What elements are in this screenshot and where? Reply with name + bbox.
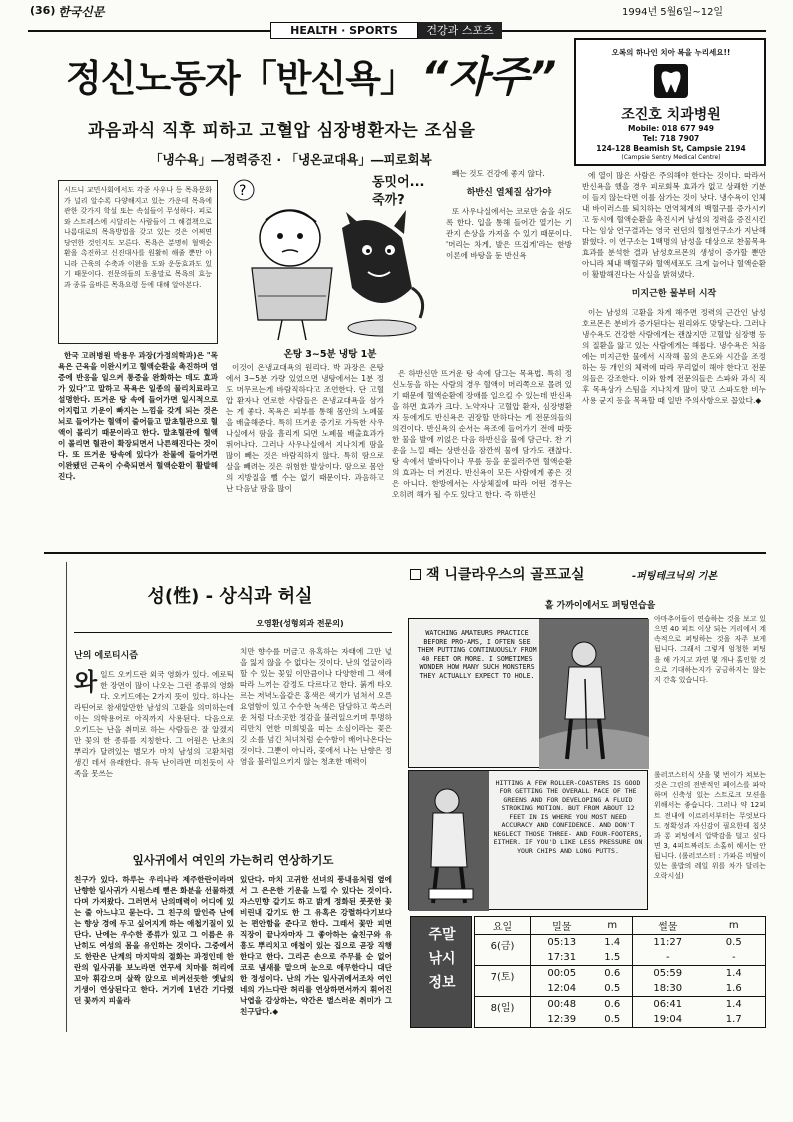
section-divider — [44, 552, 766, 554]
tooth-logo-icon — [654, 64, 688, 98]
main-col3-top-text: 빼는 것도 건강에 좋지 않다. — [452, 169, 545, 178]
tide-low-time: - — [665, 952, 670, 963]
tide-low-time: 06:41 — [653, 999, 683, 1010]
golf-illustration-2-caption: HITTING A FEW ROLLER-COASTERS IS GOOD FOR GETTING THE OVERALL PACE OF THE GREENS AND FOR DEVELOPING A FLUID STROKING MOTION. BUT FROM ABOUT 12 FEET IN IS WHERE YOU MOST NEED ACCURACY AND CONFIDENCE. AND DON'T NEGLECT THOSE THREE- AND FOUR-FOOTERS, EITHER. IF YOU'D LIKE LESS PRESSURE ON YOUR CHIPS AND LONG PUTTS. — [493, 779, 643, 855]
tide-label: 주말 낚시 정보 — [428, 927, 456, 991]
tide-header-high: 밀물 — [552, 922, 572, 933]
main-col4-subhead: 미지근한 물부터 시작 — [631, 289, 717, 299]
tide-low-time: 18:30 — [653, 983, 683, 994]
svg-text:?: ? — [239, 183, 247, 199]
tide-row — [475, 966, 766, 982]
sex-col2-second-text: 있단다. 마치 고귀한 선녀의 풍내음처럼 옆에서 그 은은한 기운을 느낄 수 있다는 것이다. 자스민향 같기도 하고 밝게 정화된 풋풋한 꽃비린내 같기도 한 그 유혹은 강렬하다기보다는 편안함을 준다고 한다. 그래서 꽃만 피면 직장이 끝나자마자 그 좋아하는 술친구와 유흥도 뿌리치고 애첩이 있는 집으로 곧장 직행한다고 한다. 그리곤 손으로 주무를 순 없어 코로 냄새를 맡으며 눈으로 애무한다니 대단한 정성이다. 난의 가는 일사귀에서조차 여인네의 가느다란 허리를 연상하면서까지 휘어진 낙엽을 감상하는, 약간은 별스러운 취미가 그 친구답다.◆ — [240, 875, 392, 1016]
paper-name: 한국신문 — [58, 5, 105, 19]
golf-text-top-body: 아마추어들이 연습하는 것을 보고 있으면 40 피트 이상 되는 거리에서 계속적으로 퍼팅하는 것을 자주 보게 됩니다. 그래서 그렇게 엄청한 퍼팅을 해 가지고 과연 몇 개나 홀인할 것으로 기대하는지가 궁금하지는 않는지 간혹 있습니다. — [654, 615, 766, 684]
main-column-2 — [226, 362, 384, 546]
section-label-en: HEALTH · SPORTS — [270, 22, 418, 39]
sex-article-title: 성(性) - 상식과 허실 — [147, 586, 313, 607]
sex-title-rule — [74, 632, 392, 633]
ad-mobile: Mobile: 018 677 949 — [627, 124, 714, 133]
main-headline — [66, 44, 566, 104]
tide-table — [474, 916, 766, 1028]
tide-high-time: 12:04 — [547, 983, 577, 994]
tide-day: 8(일) — [475, 997, 531, 1028]
sex-col1-second-text: 친구가 있다. 하루는 우리나라 제주한란이라며 난향한 일사귀가 시원스레 뻗은 화분을 선물하겠다며 가져왔다. 그러면서 난의매력이 어디에 있는 줄 아느냐고 묻는다. 그 친구의 말인즉 난에는 향상 경에 두고 싶어지게 하는 애첩기질이 있단다. 난에는 우수한 종류가 있고 그 이름은 유난히도 여성의 몸을 유인하는 것이다. 그중에서도 한란은 난계의 마지막의 절화는 과정인데 한란의 일사귀를 보노라면 연꾸세 치마를 허리에 꼬아 휘감으며 살짝 앉으로 비켜선듯한 옛날의 기생이 연상된다고 한다. 거기에 1년간 기다렸던 꽃까지 피울라 — [74, 875, 234, 1005]
golf-checkbox-icon — [410, 569, 421, 580]
tide-low-height: 0.5 — [725, 937, 742, 948]
main-subdeck: 「냉수욕」―정력증진 · 「냉온교대욕」―피로회복 — [150, 152, 432, 167]
tide-high-time: 05:13 — [547, 937, 577, 948]
tide-day: 7(토) — [475, 966, 531, 997]
headline-part-a: 정신노동자「반신욕」 — [66, 57, 416, 100]
main-column-4 — [582, 170, 766, 546]
main-col3-subhead: 하반신 열체질 삼가야 — [466, 188, 552, 198]
tide-low-height: 1.6 — [725, 983, 742, 994]
main-column-1 — [58, 350, 218, 546]
sex-column-2 — [240, 646, 392, 846]
tide-high-height: 0.5 — [593, 1012, 633, 1028]
page-number: (36) — [30, 4, 56, 17]
tide-header-day: 요일 — [475, 917, 531, 935]
tide-high-height: 0.5 — [593, 981, 633, 997]
sex-article-byline: 오영환(성형외과 전문의) — [256, 619, 344, 628]
tide-low-height: - — [731, 952, 736, 963]
sex-column-4 — [240, 874, 392, 1028]
issue-date: 1994년 5월6일~12일 — [622, 7, 724, 18]
tide-low-time: 19:04 — [653, 1014, 683, 1025]
tide-high-time: 00:48 — [547, 999, 577, 1010]
sex-column-3 — [74, 874, 234, 1028]
tide-high-height: 1.4 — [593, 935, 633, 951]
tide-low-time: 11:27 — [653, 937, 683, 948]
tide-high-height: 0.6 — [593, 966, 633, 982]
tide-high-time: 00:05 — [547, 968, 577, 979]
section-label-ko: 건강과 스포츠 — [418, 22, 502, 39]
tide-label-box — [410, 916, 472, 1028]
golf-illustration-1-caption: WATCHING AMATEURS PRACTICE BEFORE PRO-AMS, I OFTEN SEE THEM PUTTING CONTINUOUSLY FROM 40 FEET OR MORE. I SOMETIMES WONDER HOW MANY SUCH MONSTERS THEY ACTUALLY EXPECT TO HOLE. — [417, 629, 537, 680]
cartoon-caption: 온탕 3~5분 냉탕 1분 — [283, 349, 377, 360]
sex-subhead-1: 난의 에로티시즘 — [74, 651, 138, 661]
main-col4-bottom-text: 이는 남성의 고환을 차게 해주면 정력의 근간인 남성호르몬은 분비가 증가된다는 원리와도 맞닿는다. 그러나 냉수욕도 건강한 사람에게는 괜찮지만 고혈압 심장병 등의 질환을 앓고 있는 사람에게는 해롭다. 냉수욕은 처음에는 미지근한 물에서 시작해 물의 온도와 시간을 조정하는 등 개인의 체력에 따라 무리없이 해야 한다고 전문의들은 강조한다. 이와 함께 전문의들은 스파와 과식 직후 목욕상가 스팀을 지나치게 많이 맞고 스파도한 비누사용 균지 등을 목욕할 때 일반 주의사항으로 꼽았다.◆ — [582, 308, 766, 406]
sex-col1-first-text: 일드 오키드란 외국 영화가 있다. 에로틱한 장면이 많이 나오는 그런 종류의 영화다. 오키드에는 2가지 뜻이 있다. 하나는 라틴어로 참새알만한 남성의 고환을 의미하는데 이는 의학용어로 아직까지 사용된다. 다음으로 오키드는 난을 취미로 하는 사람들은 잘 알겠지만 꽃의 한 종류를 지칭한다. 그 어원은 난초의 뿌리가 달려있는 별모가 마치 남성의 고환처럼 생긴 데서 유래한다. 유독 난이라면 미친듯이 사족을 못쓰는 — [74, 670, 234, 779]
tide-low-height: 1.7 — [725, 1014, 742, 1025]
golf-text-bottom-body: 롤러코스터식 샷을 몇 번이가 쳐보는 것은 그린의 전반적인 페이스를 파악하며 신축성 있는 스트로크 모션을 위해서는 좋습니다. 그러나 약 12피트 전내에 이르러서부터는 무엇보다도 정확성과 자신감이 필요한데 칩샷과 롱 퍼팅에서 압박감을 덜고 싶다면 3, 4피트짜리도 소홀히 해서는 안됩니다. (롤러코스터 : 가파른 비탈이 있는 롤밥의 레일 위를 차가 달리는 오락시설) — [654, 771, 766, 881]
tide-day: 6(금) — [475, 935, 531, 966]
tide-high-height: 0.6 — [593, 997, 633, 1013]
header-rule-right — [502, 30, 766, 32]
golf-series: -퍼팅테크닉의 기본 — [632, 571, 717, 582]
ad-slogan: 오복의 하나인 치아 복을 누리세요!! — [611, 48, 731, 57]
tide-high-time: 17:31 — [547, 952, 577, 963]
sex-subhead-2: 잎사귀에서 여인의 가는허리 연상하기도 — [132, 853, 334, 867]
headline-part-b: “자주” — [421, 52, 557, 101]
ad-clinic-name: 조진호 치과병원 — [621, 107, 721, 123]
sex-drop-cap: 와 — [74, 668, 98, 697]
tide-row — [475, 935, 766, 951]
main-col3-bottom-text: 은 하반신만 뜨거운 탕 속에 담그는 목욕법. 특히 정신노동을 하는 사람의 경우 혈액이 머리쪽으로 몰려 있기 때문에 혈액순환에 장애를 일으킬 수 있는데 반신욕을 하면 효과가 크다. 노약자나 고혈압 환자, 심장병환자 등에게도 반신욕은 권장할 만하다는 게 전문의들의 의견이다. 반신욕의 순서는 욕조에 들어가기 전에 따뜻한 물을 발에 끼얹은 다음 하반신을 물에 담근다. 찬 기운을 느낄 때는 상반신을 잠깐씩 물에 담가도 괜찮다. 탕 속에서 발바닥이나 무릎 등을 문질러주면 혈액순환의 효과는 더 커진다. 반신욕이 모든 사람에게 좋은 것은 아니다. 한방에서는 사상체질에 따라 어떤 경우는 오히려 해가 될 수도 있다고 한다. 즉 하반신 — [392, 369, 572, 499]
tide-low-time: 05:59 — [653, 968, 683, 979]
main-col3-mid-text: 또 사우나실에서는 코로만 숨을 쉬도록 한다. 입을 통해 들어간 열기는 기관지 손상을 가져올 수 있기 때문이다. '머리는 차게, 발은 뜨겁게'라는 한방이론에 바탕을 둔 반신욕 — [446, 207, 572, 261]
main-col1-text: 한국 고려병원 박용우 과장(가정의학과)은 "목욕은 근육을 이완시키고 혈액순환을 촉진하며 염증에 반응을 일으켜 통증을 완화하는 데도 효과가 있다"고 말하고 목욕은 일종의 물리치료라고 설명한다. 뜨거운 탕 속에 들어가면 일시적으로 어지럽고 기운이 빠지는 느낌을 갖게 되는 것은 뇌로 들어가는 혈액이 줄어들고 말초혈관으로 혈액이 몰리기 때문이라고 한다. 말초혈관에 혈액이 몰리면 혈관이 확장되면서 나른해진다는 것이다. 또 뜨거운 탕속에 있다가 찬물에 들어가면 이완됐던 근육이 수축되면서 혈액순환이 활발해진다. — [58, 351, 218, 481]
tide-row — [475, 997, 766, 1013]
tide-low-height: 1.4 — [725, 968, 742, 979]
tide-high-height: 1.5 — [593, 950, 633, 966]
main-col2-text: 이것이 온냉교대욕의 원리다. 박 과장은 온탕에서 3~5분 가량 있었으면 냉탕에서는 1분 정도 머무르는게 바람직하다고 조언한다. 단 고혈압 환자나 연로한 사람들은 온냉교대욕을 삼가는 게 좋다. 목욕은 피부를 통해 몸안의 노폐물을 배출해준다. 특히 뜨거운 증기로 가득한 사우나실에서 땀을 흘리게 되면 노폐물 배출효과가 뛰어나다. 그러나 사우나실에서 지나치게 땀을 많이 빼는 것은 바람직하지 않다. 특히 땀으로 살을 빼려는 것은 위험한 발상이다. 땀으로 몸안의 지방질을 뺄 수는 없기 때문이다. 과음하고 난 다음날 땀을 많이 — [226, 363, 384, 493]
sex-col2-first-text: 치만 향수를 머금고 유혹하는 자태에 그만 넋을 잃지 않을 수 없다는 것이다. 난의 얼굴이라 할 수 있는 꽃잎 이만큼이나 다양한데 그 색에 따라 느끼는 감정도 다르다고 한다. 붉게 타오르는 저녁노을같은 홍색은 색기가 넘쳐서 오른 요염함이 있고 수수한 녹색은 담담하고 쑥스러운 처럼 다소곳한 정감을 불러일으키며 투명하리만치 연한 미희빛을 띠는 소심이라는 꽃은 깃 소를 넘긴 처녀처럼 순수함이 배어나온다는 것이다. 그뿐이 아니라, 꽃에서 나는 난향은 정염을 불러일으키지 않는 청초한 매력이 — [240, 647, 392, 766]
tide-high-time: 12:39 — [547, 1014, 577, 1025]
tide-header-low-m: m — [728, 920, 739, 931]
main-deck: 과음과식 직후 피하고 고혈압 심장병환자는 조심을 — [88, 121, 476, 141]
sex-column-1 — [74, 650, 234, 846]
golf-illustration-1 — [408, 618, 648, 768]
golf-subtitle: 홀 가까이에서도 퍼팅연습을 — [544, 601, 656, 611]
intro-box — [58, 180, 218, 344]
ad-tel: Tel: 718 7907 — [642, 134, 700, 143]
golf-title: 잭 니클라우스의 골프교실 — [426, 567, 585, 583]
golf-text-bottom — [654, 770, 766, 910]
main-column-3-top — [446, 168, 572, 368]
header-rule — [28, 30, 270, 32]
ad-address: 124-128 Beamish St, Campsie 2194 — [596, 144, 746, 153]
tide-header-row — [475, 917, 766, 935]
main-column-3-bottom — [392, 368, 572, 546]
cartoon-speech-bubble: 동밋어... 죽까? — [372, 175, 425, 209]
golf-text-top — [654, 614, 766, 766]
main-col4-top-text: 에 열이 많은 사람은 주의해야 한다는 것이다. 따라서 반신욕을 했을 경우 피로회복 효과가 없고 상쾌한 기분이 들지 않는다면 이를 삼가는 것이 낫다. 냉수욕이 인체내 바이러스를 퇴치하는 면역체계의 백혈구를 증가시키고 동시에 혈액순환을 촉진시켜 남성의 정력을 증진시킨다는 임상 연구결과는 영국 런던의 혈청연구소가 지난해 밝혔다. 이 연구소는 1백명의 남성을 대상으로 찬물목욕 효과를 분석한 결과 남성호르몬의 생성이 증가할 뿐만 아니라 체내 백혈구와 혈액세포도 크게 늘어나 혈액순환이 활발해진다는 사실을 밝혀냈다. — [582, 171, 766, 279]
ad-centre: (Campsie Sentry Medical Centre) — [621, 154, 721, 161]
cartoon-illustration — [222, 168, 438, 343]
golf-illustration-2 — [408, 770, 648, 910]
intro-text: 시드니 교민사회에서도 각종 사우나 등 목욕문화가 널리 알수록 다양해지고 있는 가운데 목욕에 관한 갖가지 학설 또는 속설들이 무성하다. 피로와 스트레스에 시달리는 사람들이 그 해결책으로 나름대로의 목욕방법을 갖고 있는 것은 어쩌면 당연한 것인지도 모른다. 목욕은 분명히 혈액순환을 촉진하고 신진대사를 원활히 해줄 뿐만 아니라 근육의 수축과 이완을 도와 운동효과도 있기 때문이다. 전문의들의 도움말로 목욕의 효능과 종류 올바른 목욕요령 등에 대해 알아본다. — [64, 186, 212, 289]
dental-ad — [574, 38, 766, 166]
tide-header-low: 썰물 — [658, 922, 678, 933]
tide-low-height: 1.4 — [725, 999, 742, 1010]
tide-header-high-m: m — [593, 917, 633, 935]
